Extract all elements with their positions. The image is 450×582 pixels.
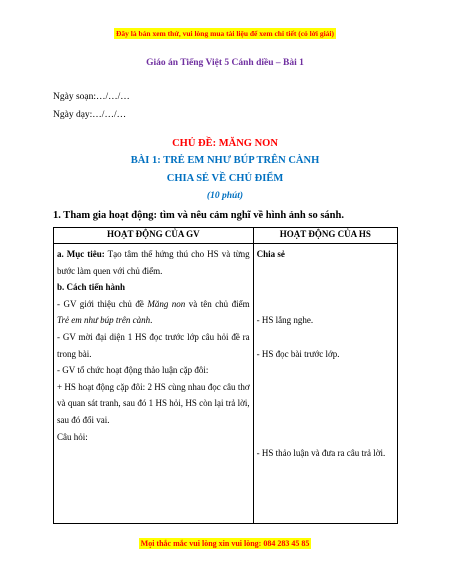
step1-c: .: [150, 315, 153, 326]
activity-table: [53, 227, 398, 524]
header-student: HOẠT ĐỘNG CỦA HS: [253, 228, 397, 244]
teacher-activity-cell: [54, 244, 254, 524]
step2: - GV mời đại diện 1 HS đọc trước lớp câu hỏi đề ra trong bài.: [57, 331, 250, 359]
step1-a: - GV giới thiệu chủ đề: [57, 298, 148, 309]
activity-section-heading: 1. Tham gia hoạt động: tìm và nêu cảm nghĩ về hình ảnh so sánh.: [53, 210, 344, 221]
student-title: Chia sẻ: [256, 249, 285, 259]
step1-theme: Trẻ em như búp trên cành: [57, 315, 151, 326]
lesson-heading: BÀI 1: TRẺ EM NHƯ BÚP TRÊN CÀNH: [130, 155, 320, 166]
step3: - GV tổ chức hoạt động thảo luận cặp đôi:: [57, 365, 209, 376]
step4: + HS hoạt động cặp đôi: 2 HS cùng nhau đọc câu thơ và quan sát tranh, sau đó 1 HS hỏi, HS còn lại trả lời, sau đó đổi vai.: [57, 381, 250, 425]
student-response-2: - HS đọc bài trước lớp.: [256, 348, 340, 359]
goal-label: a. Mục tiêu:: [57, 249, 105, 259]
document-title: Giáo án Tiếng Việt 5 Cánh diều – Bài 1: [146, 58, 304, 68]
table-header-row: [54, 228, 398, 244]
student-response-1: - HS lắng nghe.: [256, 315, 314, 326]
topic-heading: CHỦ ĐỀ: MĂNG NON: [172, 138, 278, 149]
preview-banner-text: Đây là bản xem thử, vui lòng mua tài liệu để xem chi tiết (có lời giải): [115, 29, 335, 38]
step1-topic: Măng non: [147, 298, 186, 309]
header-teacher: HOẠT ĐỘNG CỦA GV: [54, 228, 254, 244]
contact-footer-text: Mọi thắc mắc vui lòng xin vui lòng: 084 283 45 85: [140, 539, 310, 548]
duration-label: (10 phút): [206, 191, 244, 201]
preview-banner: [0, 23, 450, 41]
method-label: b. Cách tiến hành: [57, 282, 126, 293]
goal-text: Tạo tâm thế hứng thú cho HS và từng bước làm quen với chủ điểm.: [57, 249, 250, 276]
theme-subheading: CHIA SẺ VỀ CHỦ ĐIỂM: [166, 173, 284, 184]
date-taught: Ngày dạy:…/…/…: [53, 110, 127, 120]
table-row: [54, 244, 398, 524]
student-response-3: - HS thảo luận và đưa ra câu trả lời.: [256, 448, 386, 459]
step1-b: và tên chủ điểm: [185, 298, 250, 309]
step5: Câu hỏi:: [57, 431, 88, 442]
contact-footer: [0, 533, 450, 551]
student-activity-cell: [253, 244, 397, 524]
date-prepared: Ngày soạn:…/…/…: [53, 92, 130, 102]
